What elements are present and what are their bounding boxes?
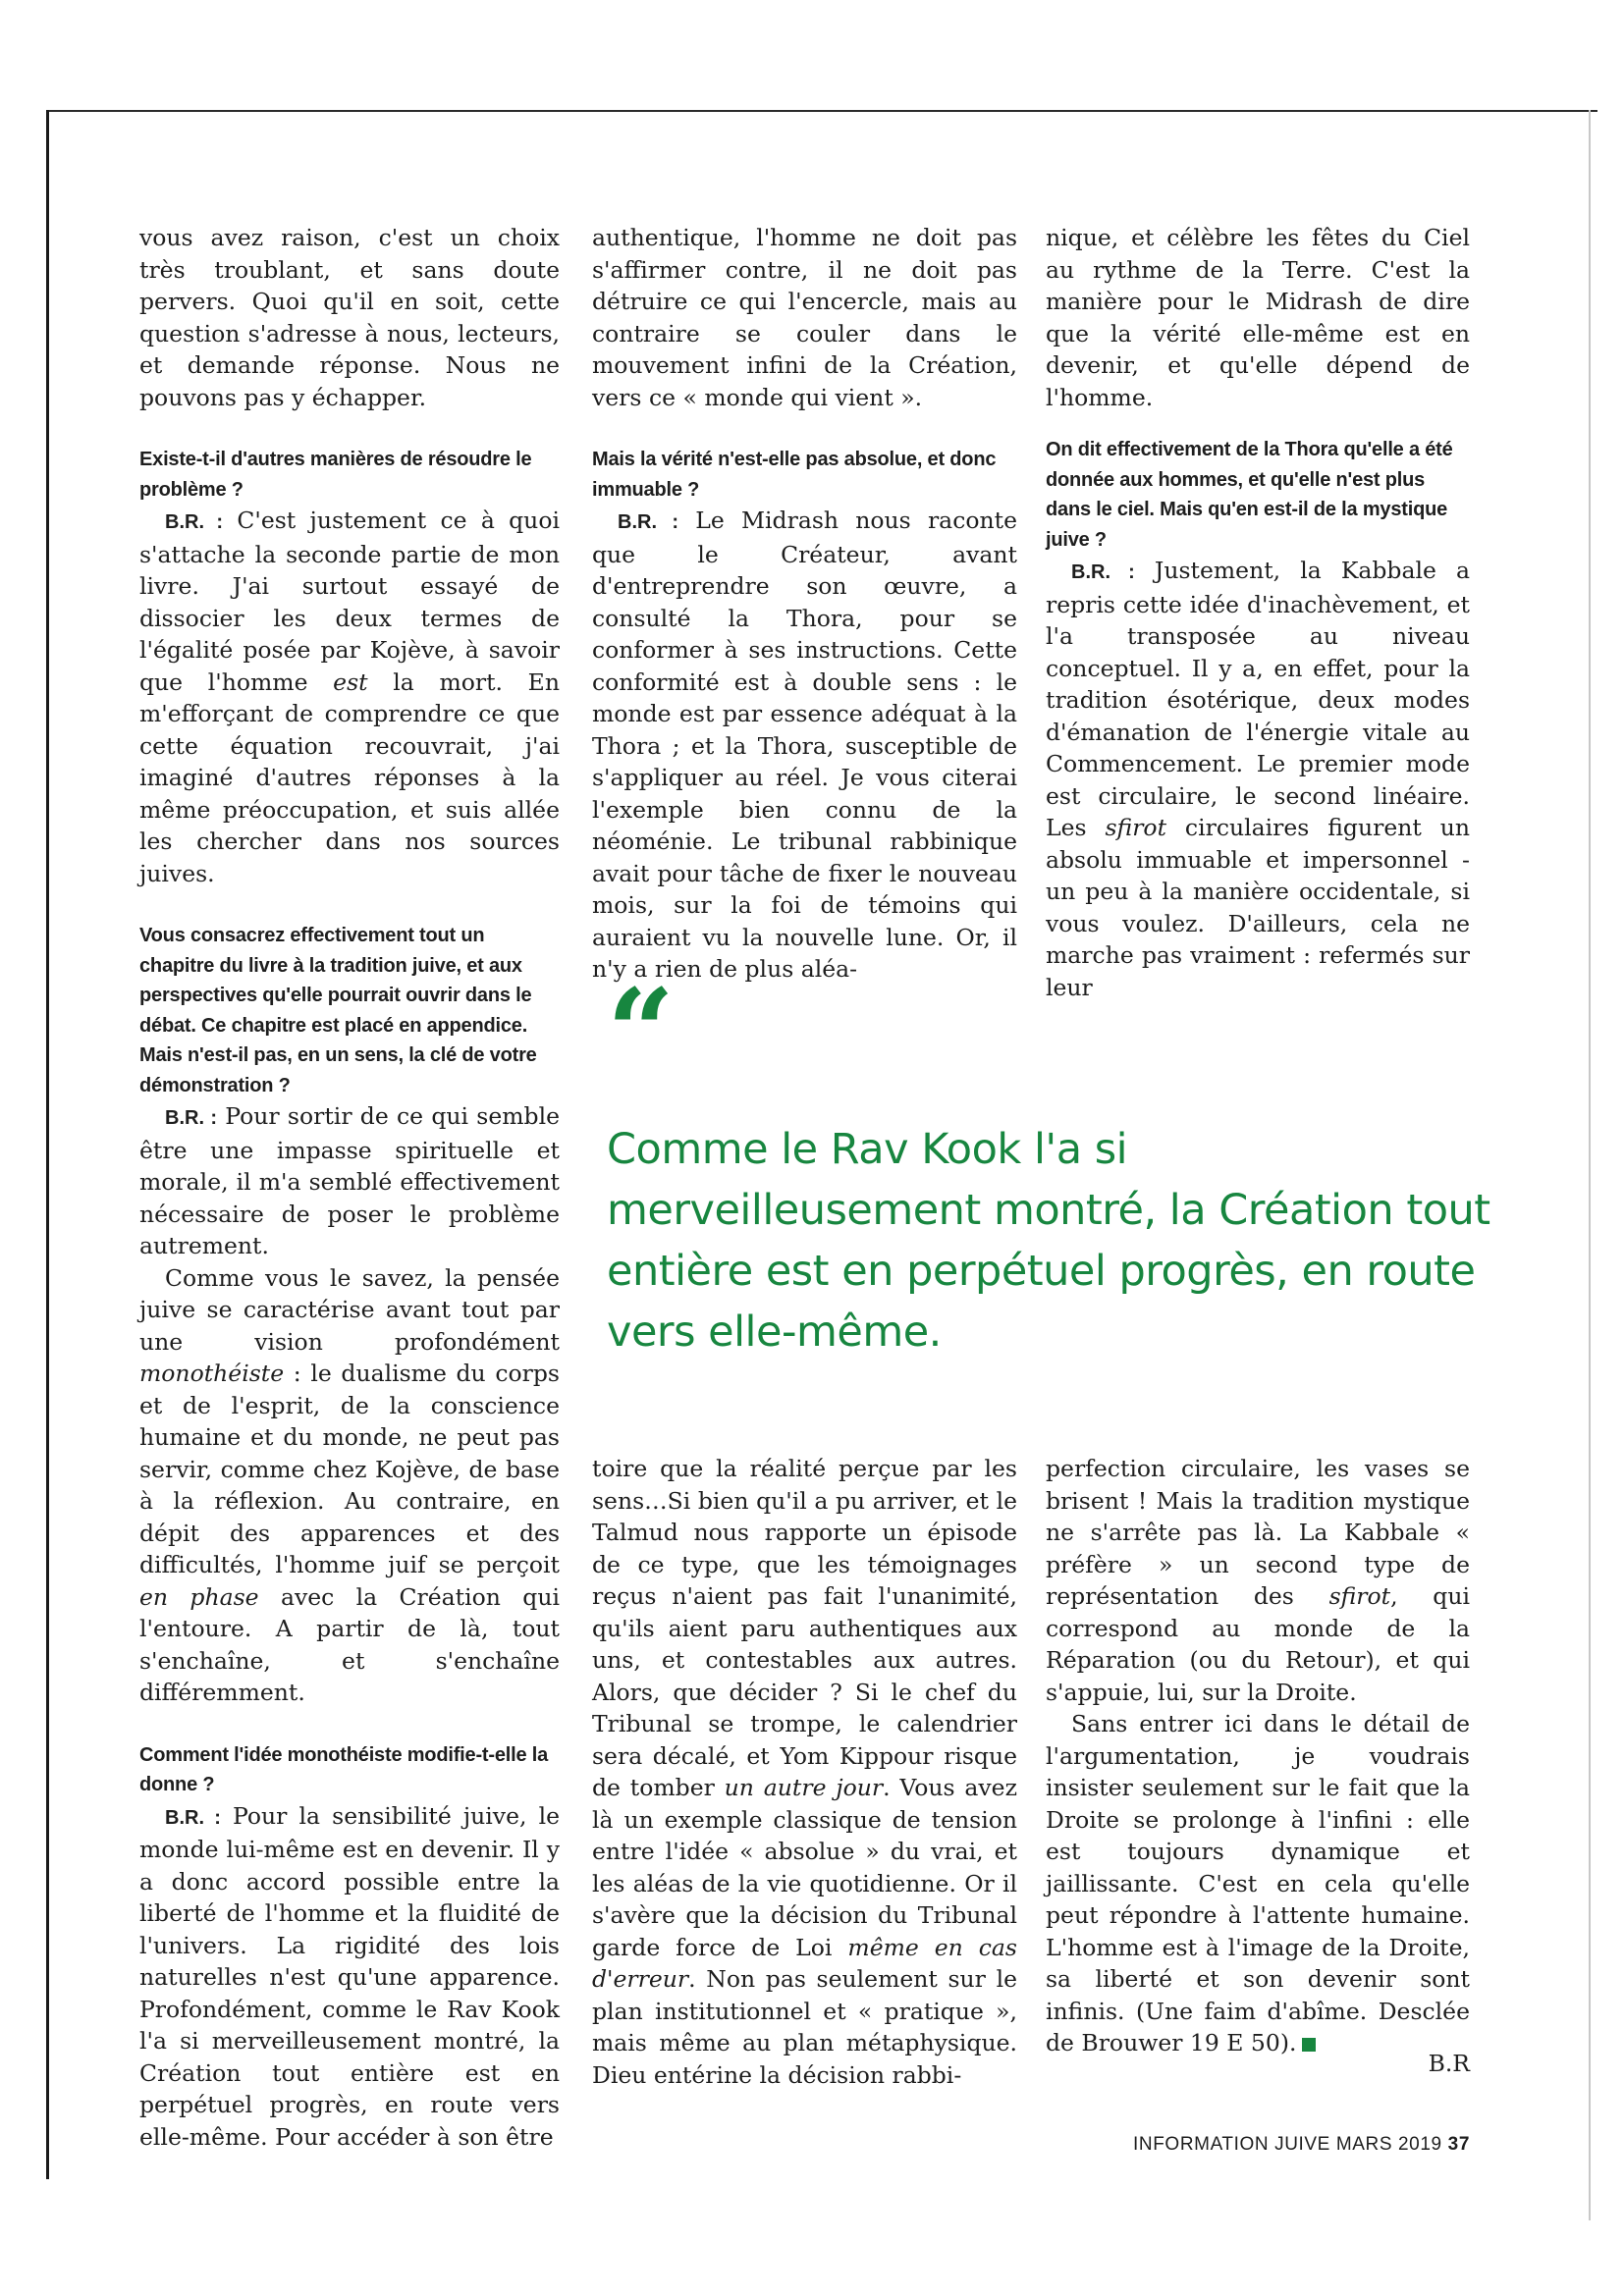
answer-text: la mort. En m'efforçant de comprendre ce que cette équation recouvrait, j'ai imaginé d'autres réponses à la même préoccupation, et suis allée les chercher dans nos sources juives. — [139, 667, 560, 887]
interview-question: Existe-t-il d'autres manières de résoudre le problème ? — [139, 449, 532, 501]
emphasis-text: monothéiste — [139, 1360, 285, 1387]
answer-paragraph — [139, 1800, 560, 2154]
paragraph: vous avez raison, c'est un choix très troublant, et sans doute pervers. Quoi qu'il en soit, cette question s'adresse à nous, lecteurs, et demande réponse. Nous ne pouvons pas y échapper. — [139, 224, 560, 411]
scan-edge-left — [46, 110, 49, 2179]
answer-paragraph — [1046, 555, 1470, 1003]
interview-question: Comment l'idée monothéiste modifie-t-elle la donne ? — [139, 1743, 549, 1795]
paragraph-text: Comme vous le savez, la pensée juive se caractérise avant tout par une vision profondément — [139, 1263, 560, 1356]
paragraph-text: , qui correspond au monde de la Réparation (ou du Retour), et qui s'appuie, lui, sur la Droite. — [1046, 1582, 1470, 1706]
emphasis-text: en phase — [139, 1582, 259, 1611]
paragraph — [1046, 1453, 1470, 1708]
pull-quote: Comme le Rav Kook l'a si merveilleusement montré, la Création tout entière est en perpétuel progrès, en route vers elle-même. — [607, 1125, 1490, 1357]
answer-text: Pour la sensibilité juive, le monde lui-même est en devenir. Il y a donc accord possible entre la liberté de l'homme et la fluidité de l'univers. La rigidité des lois naturelles n'est qu'une apparence. Profondément, comme le Rav Kook l'a si merveilleusement montré, la Création tout entière est en perpétuel progrès, en route vers elle-même. Pour accéder à son être — [139, 1801, 560, 2151]
paragraph — [1046, 1708, 1470, 2059]
paragraph-text: perfection circulaire, les vases se brisent ! Mais la tradition mystique ne s'arrête pas là. La Kabbale « préfère » un second type de représentation des — [1046, 1455, 1470, 1610]
answer-paragraph — [139, 505, 560, 889]
article-column-2-top — [592, 222, 1017, 986]
article-column-3-bottom — [1046, 1453, 1470, 2059]
answer-paragraph — [592, 505, 1017, 986]
emphasis-text: un autre jour — [724, 1774, 884, 1801]
article-column-2-bottom — [592, 1453, 1017, 2091]
speaker-label: B.R. : — [618, 511, 678, 533]
speaker-label: B.R. : — [165, 511, 224, 533]
quote-mark-icon: “ — [607, 963, 676, 1101]
paragraph-text: avec la Création qui l'entoure. A partir de là, tout s'enchaîne, et s'enchaîne différemment. — [139, 1582, 560, 1706]
interview-question: On dit effectivement de la Thora qu'elle a été donnée aux hommes, et qu'elle n'est plus dans le ciel. Mais qu'en est-il de la mystique juive ? — [1046, 439, 1453, 551]
interview-question: Mais la vérité n'est-elle pas absolue, et donc immuable ? — [592, 449, 997, 501]
scan-edge-top — [46, 110, 1597, 112]
page-footer — [1080, 2134, 1470, 2156]
paragraph — [592, 1453, 1017, 2091]
page-number: 37 — [1447, 2134, 1470, 2155]
article-column-3-top — [1046, 222, 1470, 1003]
paragraph — [139, 1262, 560, 1709]
emphasis-text: sfirot — [1328, 1582, 1391, 1610]
speaker-label: B.R. : — [1071, 561, 1135, 583]
author-signature: B.R — [1428, 2050, 1470, 2077]
answer-text: circulaires figurent un absolu immuable et impersonnel - un peu à la manière occidentale, si vous voulez. D'ailleurs, cela ne marche pas vraiment : refermés sur leur — [1046, 814, 1470, 1001]
paragraph-text: . Vous avez là un exemple classique de tension entre l'idée « absolue » du vrai, et les aléas de la vie quotidienne. Or il s'avère que la décision du Tribunal garde force de Loi — [592, 1774, 1017, 1961]
paragraph: authentique, l'homme ne doit pas s'affirmer contre, il ne doit pas détruire ce qui l'encercle, mais au contraire se couler dans le mouvement infini de la Création, vers ce « monde qui vient ». — [592, 224, 1017, 411]
paragraph: nique, et célèbre les fêtes du Ciel au rythme de la Terre. C'est la manière pour le Midrash de dire que la vérité elle-même est en devenir, et qu'elle dépend de l'homme. — [1046, 224, 1470, 411]
paragraph-text: . Non pas seulement sur le plan institutionnel et « pratique », mais même au plan métaphysique. Dieu entérine la décision rabbi- — [592, 1965, 1017, 2089]
paragraph-text: Sans entrer ici dans le détail de l'argumentation, je voudrais insister seulement sur le fait que la Droite se prolonge à l'infini : elle est toujours dynamique et jaillissante. C'est en cela qu'elle peut répondre à l'attente humaine. L'homme est à l'image de la Droite, sa liberté et son devenir sont infinis. (Une faim d'abîme. Desclée de Brouwer 19 E 50). — [1046, 1710, 1470, 2056]
answer-paragraph — [139, 1100, 560, 1262]
answer-text: Le Midrash nous raconte que le Créateur, avant d'entreprendre son œuvre, a consulté la Thora, pour se conformer à ses instructions. Cette conformité est à double sens : le monde est par essence adéquat à la Thora ; et la Thora, susceptible de s'appliquer au réel. Je vous citerai l'exemple bien connu de la néoménie. Le tribunal rabbinique avait pour tâche de fixer le nouveau mois, sur la foi de témoins qui auraient vu la nouvelle lune. Or, il n'y a rien de plus aléa- — [592, 507, 1017, 983]
answer-text: C'est justement ce à quoi s'attache la seconde partie de mon livre. J'ai surtout essayé de dissocier les deux termes de l'égalité posée par Kojève, à savoir que l'homme — [139, 507, 560, 696]
speaker-label: B.R. : — [165, 1107, 218, 1129]
article-column-1 — [139, 222, 560, 2153]
publication-label: INFORMATION JUIVE MARS 2019 — [1133, 2134, 1442, 2155]
emphasis-text: est — [333, 667, 368, 696]
answer-text: Justement, la Kabbale a repris cette idée d'inachèvement, et l'a transposée au niveau conceptuel. Il y a, en effet, pour la tradition ésotérique, deux modes d'émanation de l'énergie vitale au Commencement. Le premier mode est circulaire, le second linéaire. Les — [1046, 557, 1470, 841]
answer-text: Pour sortir de ce qui semble être une impasse spirituelle et morale, il m'a semblé effectivement nécessaire de poser le problème autrement. — [139, 1102, 561, 1259]
interview-question: Vous consacrez effectivement tout un chapitre du livre à la tradition juive, et aux perspectives qu'elle pourrait ouvrir dans le débat. Ce chapitre est placé en appendice. Mais n'est-il pas, en un sens, la clé de votre démonstration ? — [139, 925, 537, 1096]
paragraph-text: toire que la réalité perçue par les sens…Si bien qu'il a pu arriver, et le Talmud nous rapporte un épisode de ce type, que les témoignages reçus n'aient pas fait l'unanimité, qu'ils aient paru authentiques aux uns, et contestables aux autres. Alors, que décider ? Si le chef du Tribunal se trompe, le calendrier sera décalé, et Yom Kippour risque de tomber — [592, 1455, 1017, 1801]
scan-edge-right — [1589, 110, 1591, 2220]
emphasis-text: même en cas d'erreur — [592, 1933, 1017, 1993]
end-mark-icon — [1302, 2038, 1316, 2052]
speaker-label: B.R. : — [165, 1806, 221, 1829]
emphasis-text: sfirot — [1105, 814, 1167, 841]
paragraph-text: : le dualisme du corps et de l'esprit, de la conscience humaine et du monde, ne peut pas servir, comme chez Kojève, de base à la réflexion. Au contraire, en dépit des apparences et des difficultés, l'homme juif se perçoit — [139, 1360, 560, 1578]
